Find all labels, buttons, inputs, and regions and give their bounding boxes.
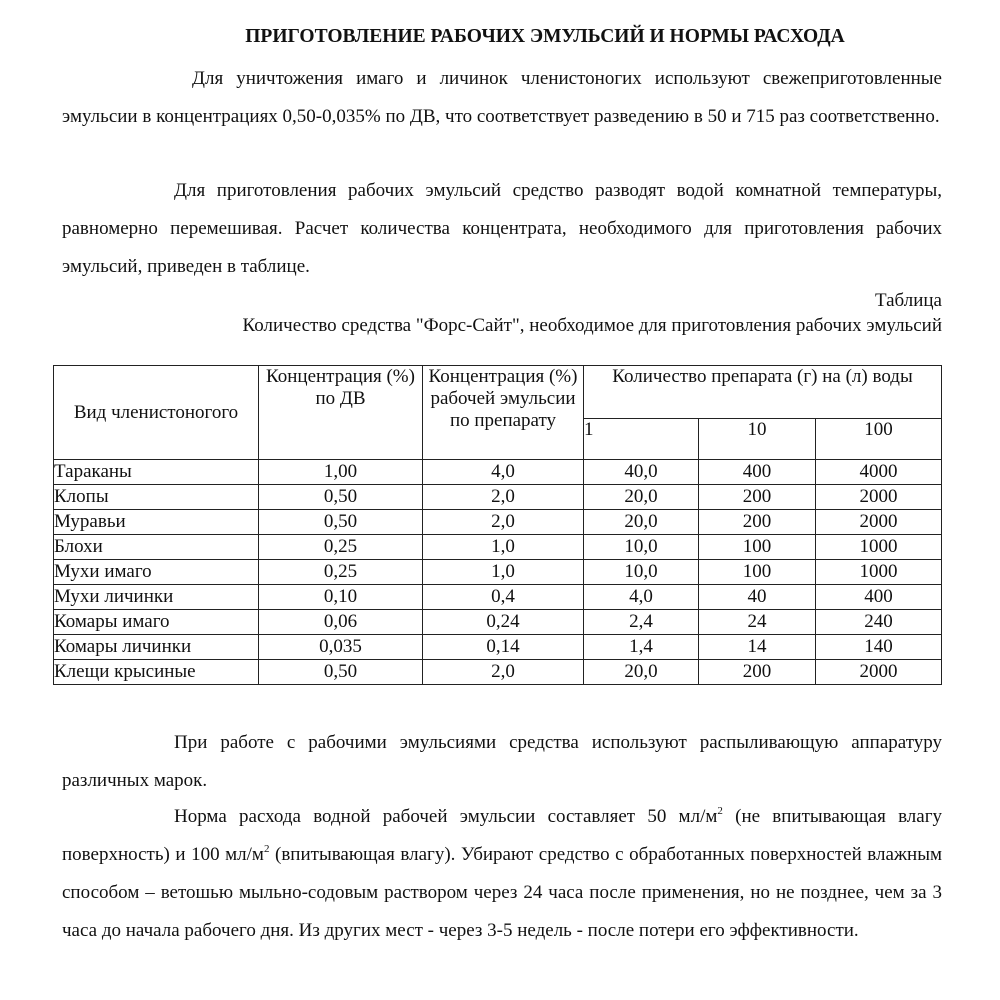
cell-q10: 40 (699, 585, 816, 610)
cell-q1: 10,0 (584, 535, 699, 560)
dosage-table (53, 365, 942, 685)
cell-conc-dv: 0,10 (259, 585, 423, 610)
cell-q10: 24 (699, 610, 816, 635)
paragraph-preparation-text: Для приготовления рабочих эмульсий средство разводят водой комнатной температуры, равномерно перемешивая. Расчет количества концентрата, необходимого для приготовления рабочих эмульсий, приведен в таблице. (62, 180, 942, 277)
consumption-text-2: (не впитывающая влагу поверхность) и 100 мл/м (62, 806, 942, 865)
cell-q100: 240 (816, 610, 942, 635)
cell-q100: 2000 (816, 510, 942, 535)
table-row (54, 560, 942, 585)
header-conc-emulsion: Концентрация (%) рабочей эмульсии по препарату (423, 366, 584, 460)
header-species: Вид членистоногого (54, 366, 259, 460)
table-row (54, 460, 942, 485)
header-quantity: Количество препарата (г) на (л) воды (584, 366, 942, 419)
cell-q1: 20,0 (584, 660, 699, 685)
cell-q10: 100 (699, 560, 816, 585)
header-vol-10: 10 (699, 419, 816, 460)
consumption-text-1: Норма расхода водной рабочей эмульсии составляет 50 мл/м (174, 806, 718, 827)
cell-q10: 200 (699, 660, 816, 685)
cell-q1: 20,0 (584, 510, 699, 535)
table-label: Таблица (874, 290, 942, 311)
header-vol-1: 1 (584, 419, 699, 460)
cell-conc-emulsion: 2,0 (423, 510, 584, 535)
table-row (54, 535, 942, 560)
cell-conc-emulsion: 1,0 (423, 535, 584, 560)
cell-q100: 140 (816, 635, 942, 660)
cell-q10: 100 (699, 535, 816, 560)
cell-q10: 400 (699, 460, 816, 485)
table-caption: Количество средства "Форс-Сайт", необходимое для приготовления рабочих эмульсий (242, 315, 942, 336)
cell-conc-emulsion: 0,24 (423, 610, 584, 635)
cell-species: Мухи имаго (54, 560, 259, 585)
cell-species: Мухи личинки (54, 585, 259, 610)
superscript-1: 2 (717, 805, 723, 817)
cell-q100: 2000 (816, 485, 942, 510)
page-title: ПРИГОТОВЛЕНИЕ РАБОЧИХ ЭМУЛЬСИЙ И НОРМЫ РАСХОДА (245, 26, 845, 47)
cell-conc-dv: 1,00 (259, 460, 423, 485)
cell-q100: 1000 (816, 560, 942, 585)
cell-q100: 400 (816, 585, 942, 610)
table-row (54, 585, 942, 610)
table-row (54, 610, 942, 635)
table-row (54, 660, 942, 685)
table-row (54, 635, 942, 660)
table-row (54, 510, 942, 535)
cell-species: Блохи (54, 535, 259, 560)
cell-species: Клещи крысиные (54, 660, 259, 685)
paragraph-intro (62, 60, 942, 136)
cell-q1: 4,0 (584, 585, 699, 610)
cell-conc-dv: 0,50 (259, 660, 423, 685)
cell-species: Муравьи (54, 510, 259, 535)
cell-conc-emulsion: 2,0 (423, 660, 584, 685)
cell-conc-dv: 0,50 (259, 510, 423, 535)
cell-q10: 200 (699, 485, 816, 510)
consumption-text-3: (впитывающая влагу). Убирают средство с обработанных поверхностей влажным способом – ветошью мыльно-содовым раствором через 24 часа после применения, но не позднее, чем за 3 часа до начала рабочего дня. Из других мест - через 3-5 недель - после потери его эффективности. (62, 844, 942, 941)
paragraph-equipment (62, 724, 942, 800)
cell-conc-emulsion: 4,0 (423, 460, 584, 485)
header-vol-100: 100 (816, 419, 942, 460)
paragraph-preparation (62, 172, 942, 286)
paragraph-intro-text: Для уничтожения имаго и личинок членистоногих используют свежеприготовленные эмульсии в концентрациях 0,50-0,035% по ДВ, что соответствует разведению в 50 и 715 раз соответственно. (62, 68, 942, 127)
cell-species: Тараканы (54, 460, 259, 485)
cell-conc-emulsion: 2,0 (423, 485, 584, 510)
cell-q1: 10,0 (584, 560, 699, 585)
table-row (54, 485, 942, 510)
paragraph-consumption (62, 798, 942, 950)
cell-species: Комары личинки (54, 635, 259, 660)
cell-q100: 4000 (816, 460, 942, 485)
cell-conc-dv: 0,06 (259, 610, 423, 635)
cell-q1: 20,0 (584, 485, 699, 510)
superscript-2: 2 (263, 843, 270, 855)
cell-conc-dv: 0,035 (259, 635, 423, 660)
cell-q100: 1000 (816, 535, 942, 560)
cell-q10: 200 (699, 510, 816, 535)
cell-conc-dv: 0,25 (259, 560, 423, 585)
paragraph-equipment-text: При работе с рабочими эмульсиями средства используют распыливающую аппаратуру различных марок. (62, 732, 942, 791)
cell-q10: 14 (699, 635, 816, 660)
cell-conc-dv: 0,50 (259, 485, 423, 510)
cell-q1: 2,4 (584, 610, 699, 635)
cell-conc-emulsion: 0,14 (423, 635, 584, 660)
cell-conc-emulsion: 1,0 (423, 560, 584, 585)
cell-q100: 2000 (816, 660, 942, 685)
cell-species: Комары имаго (54, 610, 259, 635)
cell-q1: 40,0 (584, 460, 699, 485)
cell-q1: 1,4 (584, 635, 699, 660)
cell-species: Клопы (54, 485, 259, 510)
cell-conc-dv: 0,25 (259, 535, 423, 560)
cell-conc-emulsion: 0,4 (423, 585, 584, 610)
header-conc-dv: Концентрация (%) по ДВ (259, 366, 423, 460)
